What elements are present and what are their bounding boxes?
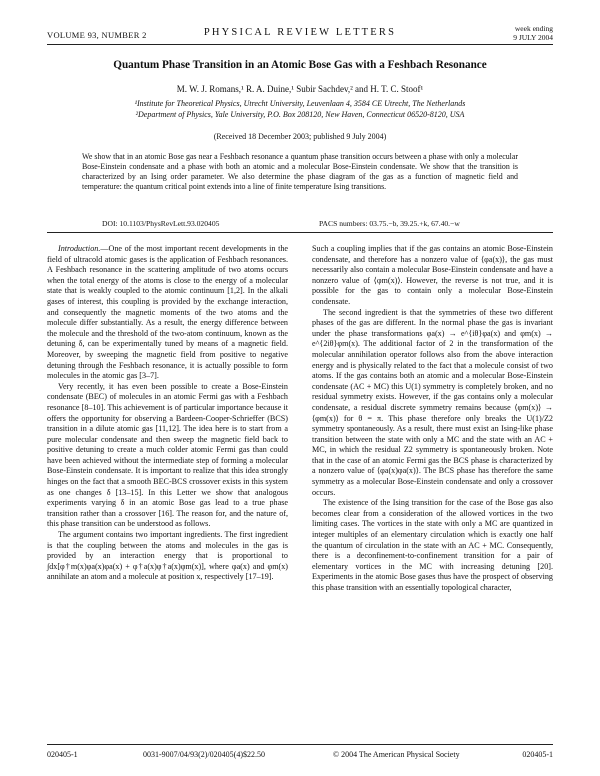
paragraph: Such a coupling implies that if the gas contains an atomic Bose-Einstein condensate, and therefore has a nonzero value of ⟨φa(x)⟩, the gas must necessarily also contain a molecular Bose-Einstein condensate and have a nonzero value of ⟨φm(x)⟩. However, the reverse is not true, and it is possible for the gas to contain only a molecular Bose-Einstein condensate. <box>312 244 553 306</box>
page-number-right: 020405-1 <box>522 750 553 759</box>
paper-page <box>47 22 553 762</box>
affiliation-1: ¹Institute for Theoretical Physics, Utrecht University, Leuvenlaan 4, 3584 CE Utrecht, The Netherlands <box>134 99 466 108</box>
volume-label: VOLUME 93, NUMBER 2 <box>47 30 147 40</box>
footer-rule <box>47 744 553 745</box>
pacs-numbers: PACS numbers: 03.75.−b, 39.25.+k, 67.40.−w <box>319 219 460 228</box>
date-label: 9 JULY 2004 <box>513 33 553 42</box>
paper-title: Quantum Phase Transition in an Atomic Bose Gas with a Feshbach Resonance <box>113 59 487 71</box>
doi-link[interactable]: DOI: 10.1103/PhysRevLett.93.020405 <box>102 219 220 228</box>
left-column <box>47 244 288 583</box>
paragraph: The existence of the Ising transition for the case of the Bose gas also becomes clear from a consideration of the allowed vortices in the two limiting cases. The vortices in the state with only a MC are quantized in integer multiples of an elementary circulation which is exactly one half the quantum of circulation in the state with an AC + MC. Consequently, there is a deconfinement-to-confinement transition for a pair of elementary vortices in the MC with increasing detuning [20]. Experiments in the atomic Bose gases thus have the prospect of observing this phase transition with an essentially topological character, <box>312 498 553 592</box>
intro-label: Introduction. <box>58 244 101 253</box>
affiliation-2: ²Department of Physics, Yale University, P.O. Box 208120, New Haven, Connecticut 06520-8120, USA <box>135 110 465 119</box>
paragraph-intro <box>47 244 288 382</box>
article-code: 0031-9007/04/93(2)/020405(4)$22.50 <box>143 750 265 759</box>
journal-header <box>47 22 553 44</box>
received-date: (Received 18 December 2003; published 9 July 2004) <box>213 132 387 141</box>
paragraph: Very recently, it has even been possible to create a Bose-Einstein condensate (BEC) of molecules in an atomic Fermi gas with a Feshbach resonance [8–10]. This achievement is of particular importance because it offers the opportunity for observing a Bardeen-Cooper-Schrieffer (BCS) transition in a dilute atomic gas [11,12]. The idea here is to start from a pure molecular condensate and then sweep the magnetic field back to positive detuning to create a much colder atomic Fermi gas than could have been achieved without the intermediate step of forming a molecular Bose-Einstein condensate. It is important to realize that this idea strongly hinges on the fact that a smooth BEC-BCS crossover exists in this system as one changes δ [13–15]. In this Letter we show that analogous experiments varying δ in an atomic Bose gas lead to a true phase transition rather than a crossover [16]. The reason for, and the nature of, this phase transition can be understood as follows. <box>47 381 288 529</box>
paragraph: The second ingredient is that the symmetries of these two different phases of the gas are different. In the normal phase the gas is invariant under the phase transformations φa(x) → e^{iθ}φa(x) and φm(x) → e^{2iθ}φm(x). The additional factor of 2 in the transformation of the molecular annihilation operator follows also from the above interaction energy and is physically related to the fact that a molecule consist of two atoms. If the gas contains both an atomic and a molecular Bose-Einstein condensate (AC + MC) this U(1) symmetry is completely broken, and no residual symmetry exists. However, if the gas contains only a molecular condensate, a residual discrete symmetry remains because ⟨φm(x)⟩ → ⟨φm(x)⟩ for θ = π. This phase therefore only breaks the U(1)/Z2 symmetry spontaneously. As a result, there must exist an Ising-like phase transition between the state with only a MC and the state with an AC + MC, in which the residual Z2 symmetry is spontaneously broken. Note that in the case of an atomic Fermi gas the BCS phase is characterized by a nonzero value of ⟨φa(x)φa(x)⟩. The BCS phase has therefore the same symmetry as a molecular Bose-Einstein condensate and only a crossover occurs. <box>312 307 553 497</box>
intro-text: —One of the most important recent developments in the field of ultracold atomic gases is the application of Feshbach resonances. A Feshbach resonance in the scattering amplitude of two atoms occurs when the total energy of the atoms is close to the energy of a molecular state that is weakly coupled to the atomic continuum [1,2]. In the alkali gases of interest, this coupling is provided by the exchange interaction, and consequently the magnetic moments of the two atoms and the molecule differ substantially. As a result, the energy difference between the molecule and the threshold of the two-atom continuum, known as the detuning δ, can be experimentally tuned by means of a magnetic field. Moreover, by sweeping the magnetic field from positive to negative detuning through the Feshbach resonance, it is actually possible to form molecules in the atomic gas [3–7]. <box>47 244 288 381</box>
issue-date <box>513 24 553 42</box>
right-column <box>312 244 553 594</box>
author-list: M. W. J. Romans,¹ R. A. Duine,¹ Subir Sachdev,² and H. T. C. Stoof¹ <box>176 84 424 94</box>
page-number-left: 020405-1 <box>47 750 78 759</box>
paragraph: The argument contains two important ingredients. The first ingredient is that the coupling between the atoms and molecules in the gas is provided by an interaction energy that is proportional to ∫dx[φ†m(x)φa(x)φa(x) + φ†a(x)φ†a(x)φm(x)], where φa(x) and φm(x) annihilate an atom and a molecule at position x, respectively [17–19]. <box>47 530 288 582</box>
week-ending-label: week ending <box>514 24 553 33</box>
header-rule <box>47 44 553 45</box>
abstract: We show that in an atomic Bose gas near a Feshbach resonance a quantum phase transition occurs between a phase with only a molecular Bose-Einstein condensate and a phase with both an atomic and a molecular Bose-Einstein condensate. We show that the transition is characterized by an Ising order parameter. We also determine the phase diagram of the gas as a function of magnetic field and temperature: the quantum critical point extends into a line of finite temperature Ising transitions. <box>82 152 518 192</box>
copyright: © 2004 The American Physical Society <box>333 750 460 759</box>
journal-name: PHYSICAL REVIEW LETTERS <box>203 27 397 38</box>
abstract-rule <box>47 232 553 233</box>
